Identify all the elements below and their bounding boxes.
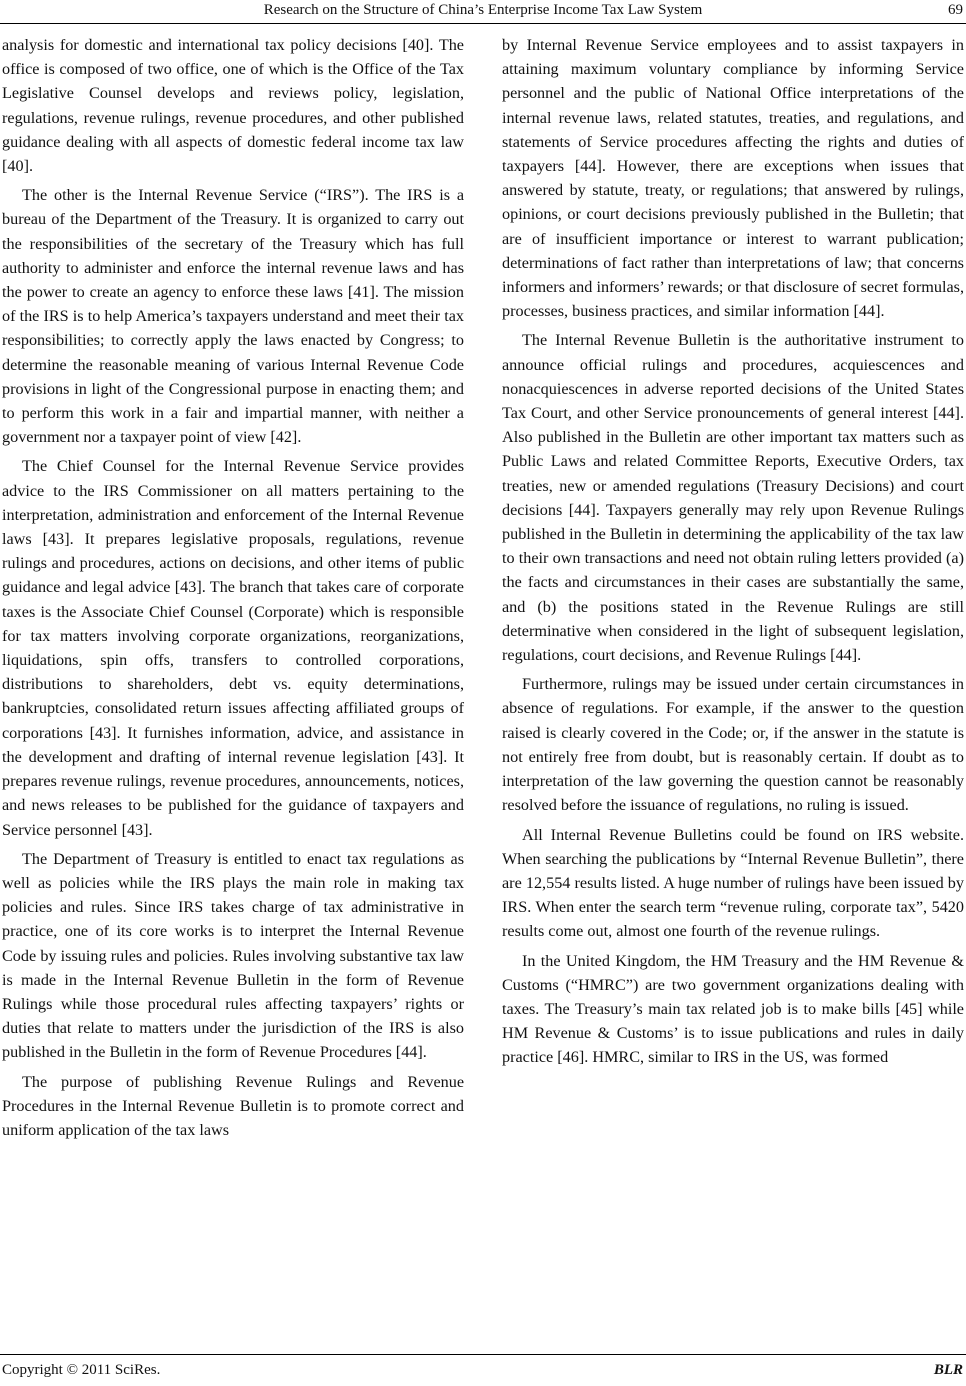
paragraph: analysis for domestic and international tax policy decisions [40]. The office is composed of two office, one of which is the Office of the Tax Legislative Counsel develops and reviews policy, legislation, regulations, revenue rulings, revenue procedures, and other published guidance dealing with all aspects of domestic federal income tax law [40]. [2,36,464,176]
paragraph: The Internal Revenue Bulletin is the authoritative instrument to announce official rulings and procedures, acquiescences and nonacquiescences in adverse reported decisions of the United States Tax Court, and other Service pronouncements of general interest [44]. Also published in the Bulletin are other important tax matters such as Public Laws and related Committee Reports, Executive Orders, tax treaties, new or amended regulations (Treasury Decisions) and court decisions [44]. Taxpayers generally may rely upon Revenue Rulings published in the Bulletin in determining the applicability of the tax law to their own transactions and need not obtain ruling letters provided (a) the facts and circumstances in their cases are substantially the same, and (b) the positions stated in the Revenue Rulings are still determinative when considered in the light of subsequent legislation, regulations, court decisions, and Revenue Rulings [44]. [502,331,964,665]
paragraph: The other is the Internal Revenue Service (“IRS”). The IRS is a bureau of the Department of the Treasury. It is organized to carry out the responsibilities of the secretary of the Treasury which has full authority to administer and enforce the internal revenue laws and has the power to create an agency to enforce these laws [41]. The mission of the IRS is to help America’s taxpayers understand and meet their tax responsibilities; to correctly apply the laws enacted by Congress; to determine the reasonable meaning of various Internal Revenue Code provisions in light of the Congressional purpose in enacting them; and to perform this work in a fair and impartial manner, with neither a government nor a taxpayer point of view [42]. [2,186,464,447]
paragraph: In the United Kingdom, the HM Treasury and the HM Revenue & Customs (“HMRC”) are two government organizations dealing with taxes. The Treasury’s main tax related job is to make bills [45] while HM Revenue & Customs’ is to issue publications and rules in daily practice [46]. HMRC, similar to IRS in the US, was formed [502,951,964,1067]
journal-abbreviation: BLR [933,1362,963,1378]
paragraph: by Internal Revenue Service employees and to assist taxpayers in attaining maximum voluntary compliance by informing Service personnel and the public of National Office interpretations of the internal revenue laws, related statutes, treaties, and regulations, and statements of Service procedures affecting the rights and duties of taxpayers [44]. However, there are exceptions when issues that answered by statute, treaty, or regulations; that answered by rulings, opinions, or court decisions previously published in the Bulletin; that are of insufficient importance or interest to warrant publication; determinations of fact rather than interpretations of law; that concerns informers and informers’ rewards; or that disclosure of secret formulas, processes, business practices, and similar information [44]. [502,36,964,321]
paragraph: Furthermore, rulings may be issued under certain circumstances in absence of regulations. For example, if the answer to the question raised is clearly covered in the Code; or, if the answer in the statute is not entirely free from doubt, but is reasonably certain. If doubt as to interpretation of the law governing the question cannot be reasonably resolved before the issuance of regulations, no ruling is issued. [502,675,964,815]
paragraph: The Department of Treasury is entitled to enact tax regulations as well as policies while the IRS plays the main role in making tax policies and rules. Since IRS takes charge of tax administrative in practice, one of its core works is to interpret the Internal Revenue Code by issuing rules and policies. Rules involving substantive tax law is made in the Internal Revenue Bulletin in the form of Revenue Rulings while those procedural rules affecting taxpayers’ rights or duties that relate to matters under the jurisdiction of the IRS is also published in the Bulletin in the form of Revenue Procedures [44]. [2,849,464,1062]
right-column [502,33,964,1070]
header-rule [0,23,966,24]
copyright-notice: Copyright © 2011 SciRes. [2,1362,161,1378]
paragraph: The Chief Counsel for the Internal Revenue Service provides advice to the IRS Commissioner on all matters pertaining to the interpretation, administration and enforcement of the Internal Revenue laws [43]. It prepares legislative proposals, regulations, revenue rulings and procedures, actions on decisions, and other items of public guidance and legal advice [43]. The branch that takes care of corporate taxes is the Associate Chief Counsel (Corporate) which is responsible for tax matters involving corporate organizations, reorganizations, liquidations, spin offs, transfers to controlled corporations, distributions to shareholders, debt vs. equity determinations, bankruptcies, consolidated return issues affecting affiliated groups of corporations [43]. It furnishes information, advice, and assistance in the development and drafting of internal revenue legislation [43]. It prepares revenue rulings, revenue procedures, announcements, notices, and news releases to be published for the guidance of taxpayers and Service personnel [43]. [2,457,464,839]
page-number: 69 [948,2,963,18]
footer-rule [0,1354,966,1355]
left-column [2,33,464,1142]
running-title: Research on the Structure of China’s Enterprise Income Tax Law System [263,2,703,18]
paragraph: The purpose of publishing Revenue Rulings and Revenue Procedures in the Internal Revenue Bulletin is to promote correct and uniform application of the tax laws [2,1072,464,1139]
paragraph: All Internal Revenue Bulletins could be found on IRS website. When searching the publications by “Internal Revenue Bulletin”, there are 12,554 results listed. A huge number of rulings have been issued by IRS. When enter the search term “revenue ruling, corporate tax”, 5420 results come out, almost one fourth of the revenue rulings. [502,825,964,941]
running-header [0,0,966,26]
page-footer [0,1354,966,1380]
